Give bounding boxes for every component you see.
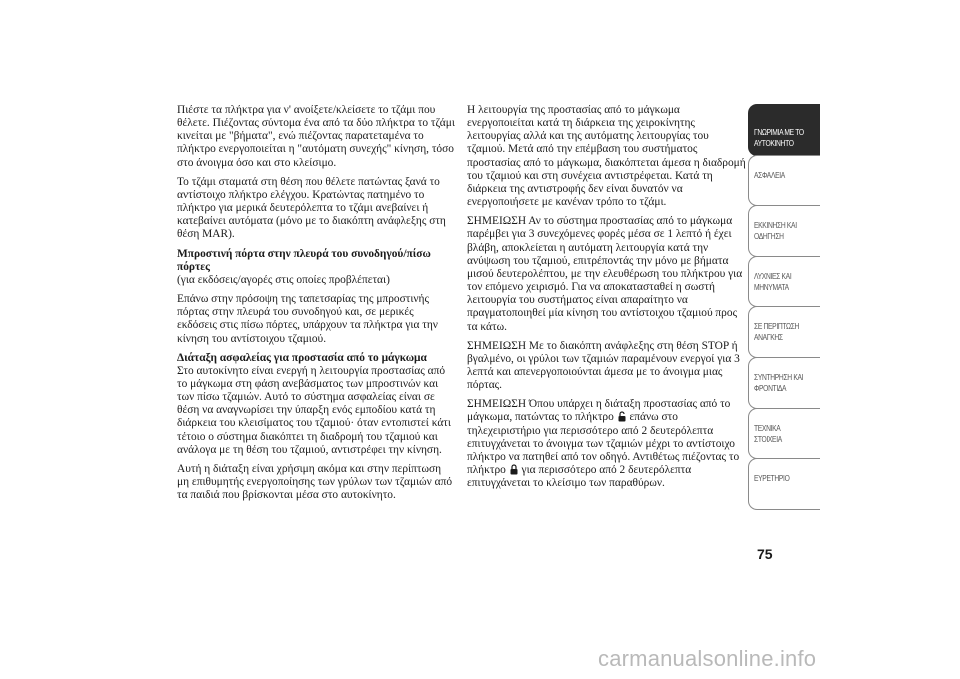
section-subheading: (για εκδόσεις/αγορές στις οποίες προβλέπεται) (177, 273, 390, 286)
tab-emergency[interactable]: ΣΕ ΠΕΡΙΠΤΩΣΗ ΑΝΑΓΚΗΣ (748, 306, 820, 358)
paragraph: Αυτή η διάταξη είναι χρήσιμη ακόμα και στην περίπτωση μη επιθυμητής ενεργοποίησης των γρύλων των τζαμιών από τα παιδιά που βρίσκονται μέσα στο αυτοκίνητο. (177, 462, 453, 502)
paragraph: Επάνω στην πρόσοψη της ταπετσαρίας της μπροστινής πόρτας στην πλευρά του συνοδηγού και, σε μερικές εκδόσεις στις πίσω πόρτες, υπάρχουν τα πλήκτρα για την κίνηση του αντίστοιχου τζαμιού. (177, 293, 438, 345)
tab-technical-data[interactable]: ΤΕΧΝΙΚΑ ΣΤΟΙΧΕΙΑ (748, 408, 820, 460)
right-text-column (467, 104, 747, 496)
paragraph: ΣΗΜΕΙΩΣΗ Με το διακόπτη ανάφλεξης στη θέση STOP ή βγαλμένο, οι γρύλοι των τζαμιών παραμένουν ενεργοί για 3 λεπτά και απενεργοποιούνται άμεσα με το άνοιγμα μιας πόρτας. (467, 339, 740, 392)
paragraph (467, 398, 747, 490)
section-heading: Μπροστινή πόρτα στην πλευρά του συνοδηγού/πίσω πόρτες (177, 247, 431, 273)
tab-safety[interactable]: ΑΣΦΑΛΕΙΑ (748, 155, 820, 207)
section-heading: Διάταξη ασφαλείας για προστασία από το μάγκωμα (177, 351, 427, 364)
left-text-column (177, 104, 455, 508)
paragraph: Το τζάμι σταματά στη θέση που θέλετε πατώντας ξανά το αντίστοιχο πλήκτρο ελέγχου. Κρατώντας πατημένο το πλήκτρο για μερικά δευτερόλεπτα το τζάμι ανεβαίνει ή κατεβαίνει αυτόματα (μόνο με το διακόπτη ανάφλεξης στη θέση MAR). (177, 175, 446, 241)
tab-maintenance[interactable]: ΣΥΝΤΗΡΗΣΗ ΚΑΙ ΦΡΟΝΤΙΔΑ (748, 357, 820, 409)
tab-getting-to-know[interactable]: ΓΝΩΡΙΜΙΑ ΜΕ ΤΟ ΑΥΤΟΚΙΝΗΤΟ (748, 104, 820, 156)
paragraph: Στο αυτοκίνητο είναι ενεργή η λειτουργία προστασίας από το μάγκωμα στη φάση ανεβάσματος των μπροστινών και των πίσω τζαμιών. Αυτό το σύστημα ασφαλείας είναι σε θέση να αναγνωρίσει την ύπαρξη ενός εμποδίου κατά τη διάρκεια του κλεισίματος του τζαμιού· όταν εντοπιστεί κάτι τέτοιο ο σύστημα διακόπτει τη διαδρομή του τζαμιού και ανάλογα με τη θέση του τζαμιού, αντιστρέφει την κίνηση. (177, 364, 451, 456)
paragraph: ΣΗΜΕΙΩΣΗ Αν το σύστημα προστασίας από το μάγκωμα παρέμβει για 3 συνεχόμενες φορές μέσα σε 1 λεπτό ή έχει βλάβη, αποκλείεται η αυτόματη λειτουργία κατά την ανύψωση του τζαμιού, επιτρέποντάς την μόνο με βήματα μισού δευτερολέπτου, με την ελευθέρωση του πλήκτρου για τον επόμενο χειρισμό. Για να αποκατασταθεί η σωστή λειτουργία του συστήματος είναι απαραίτητο να πραγματοποιηθεί μία κίνηση του αντίστοιχου τζαμιού προς τα κάτω. (467, 215, 743, 333)
tab-warning-lights[interactable]: ΛΥΧΝΙΕΣ ΚΑΙ ΜΗΝΥΜΑΤΑ (748, 256, 820, 308)
paragraph-text: ΣΗΜΕΙΩΣΗ Όπου υπάρχει η διάταξη προστασίας από το μάγκωμα, πατώντας το πλήκτρο (467, 398, 731, 424)
unlock-icon (618, 411, 626, 422)
page-number: 75 (757, 546, 773, 562)
chapter-tabs (748, 104, 820, 509)
paragraph-text: για περισσότερο από 2 δευτερόλεπτα επιτυγχάνεται το κλείσιμο των παραθύρων. (467, 464, 692, 490)
paragraph: Η λειτουργία της προστασίας από το μάγκωμα ενεργοποιείται κατά τη διάρκεια της χειροκίνητης λειτουργίας αλλά και της αυτόματης λειτουργίας του τζαμιού. Μετά από την επέμβαση του συστήματος προστασίας από το μάγκωμα, διακόπτεται άμεσα η διαδρομή του τζαμιού και στη συνέχεια αντιστρέφεται. Κατά τη διάρκεια της αντιστροφής δεν είναι δυνατόν να ενεργοποιήσετε με κανέναν τρόπο το τζάμι. (467, 104, 746, 209)
lock-icon (510, 464, 518, 475)
tab-index[interactable]: ΕΥΡΕΤΗΡΙΟ (748, 458, 820, 510)
paragraph: Πιέστε τα πλήκτρα για ν' ανοίξετε/κλείσετε το τζάμι που θέλετε. Πιέζοντας σύντομα ένα από τα δύο πλήκτρα το τζάμι κινείται με "βήματα", ενώ πιέζοντας παρατεταμένα το πλήκτρο ενεργοποιείται η "αυτόματη συνεχής" κίνηση, τόσο στο άνοιγμα όσο και στο κλείσιμο. (177, 104, 455, 169)
tab-starting-driving[interactable]: ΕΚΚΙΝΗΣΗ ΚΑΙ ΟΔΗΓΗΣΗ (748, 205, 820, 257)
watermark: carmanualsonline.info (598, 646, 817, 671)
paragraph-text: επάνω στο τηλεχειριστήριο για περισσότερο από 2 δευτερόλεπτα επιτυγχάνεται το άνοιγμα των τζαμιών μέχρι το αντίστοιχο πλήκτρο να πατηθεί από τον οδηγό. Αντιθέτως πιέζοντας το πλήκτρο (467, 411, 740, 477)
